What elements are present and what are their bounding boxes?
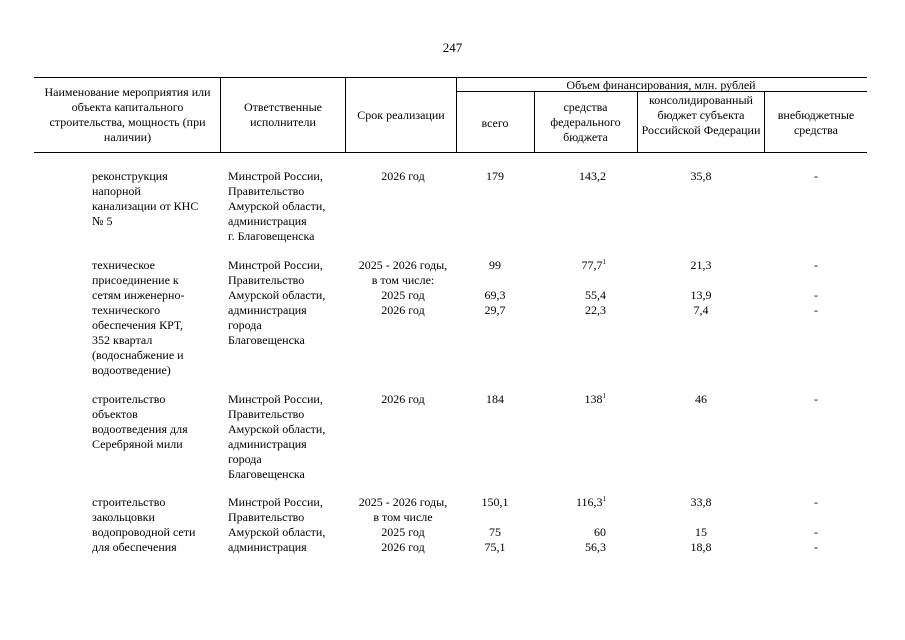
subrow-regional: 13,9 (690, 288, 712, 302)
row-extra: - (814, 392, 818, 406)
row-responsible: Минстрой России, Правительство Амурской области, администрация города Благовещенска (228, 392, 326, 481)
row-total: 179 (486, 169, 504, 183)
subrow-total: 75 (489, 525, 501, 539)
header-extra: внебюджетные средства (777, 108, 855, 137)
subrow-total: 69,3 (484, 288, 506, 302)
subrow-federal: 60 (594, 525, 606, 539)
header-funding: Объем финансирования, млн. рублей (566, 78, 756, 92)
row-extra: - (814, 169, 818, 183)
row-regional: 33,8 (690, 495, 712, 509)
subrow-federal: 56,3 (585, 540, 606, 554)
subrow-extra: - (814, 525, 818, 539)
subrow-regional: 15 (695, 525, 707, 539)
row-period: 2026 год (381, 169, 425, 183)
subrow-extra: - (814, 540, 818, 554)
row-federal: $138^1$ (584, 392, 606, 406)
header-total: всего (481, 116, 509, 130)
row-period: 2026 год (381, 392, 425, 406)
row-regional: 21,3 (690, 258, 712, 272)
footnote-mark: 1 (602, 392, 606, 400)
row-total: 99 (489, 258, 501, 272)
row-extra: - (814, 495, 818, 509)
subrow-extra: - (814, 288, 818, 302)
row-responsible: Минстрой России, Правительство Амурской области, администрация (228, 495, 326, 554)
header-responsible: Ответственные исполнители (244, 100, 322, 129)
subrow-period: 2026 год (381, 303, 425, 317)
row-federal: 116,3$^1$ (575, 495, 606, 509)
subrow-extra: - (814, 303, 818, 317)
footnote-mark: 1 (602, 258, 606, 266)
subrow-total: 29,7 (484, 303, 506, 317)
row-name: техническое присоединение к сетям инженерно- технического обеспечения КРТ, 352 квартал (водоснабжение и водоотведение) (92, 258, 185, 377)
footnote-mark: 1 (602, 495, 606, 503)
row-period: 2025 - 2026 годы, в том числе: (358, 258, 448, 287)
row-name: реконструкция напорной канализации от КНС № 5 (92, 169, 199, 228)
row-responsible: Минстрой России, Правительство Амурской области, администрация города Благовещенска (228, 258, 326, 347)
row-federal: 77,7$^1$ (581, 258, 606, 272)
subrow-period: 2025 год (381, 288, 425, 302)
header-period: Срок реализации (357, 108, 445, 122)
row-total: 184 (486, 392, 504, 406)
row-regional: 46 (695, 392, 707, 406)
row-name: строительство закольцовки водопроводной сети для обеспечения (92, 495, 196, 554)
page-number: 247 (442, 40, 463, 55)
row-name: строительство объектов водоотведения для Серебряной мили (92, 392, 188, 451)
subrow-period: 2025 год (381, 525, 425, 539)
header-federal: средства федерального бюджета (550, 100, 621, 144)
row-regional: 35,8 (690, 169, 712, 183)
subrow-federal: 55,4 (585, 288, 606, 302)
row-extra: - (814, 258, 818, 272)
row-responsible: Минстрой России, Правительство Амурской области, администрация г. Благовещенска (228, 169, 326, 243)
header-regional: консолидированный бюджет субъекта Российской Федерации (641, 93, 761, 137)
row-total: 150,1 (481, 495, 509, 509)
subrow-period: 2026 год (381, 540, 425, 554)
header-name: Наименование мероприятия или объекта капитального строительства, мощность (при наличии) (44, 85, 211, 144)
row-period: 2025 - 2026 годы, в том числе (358, 495, 448, 524)
subrow-regional: 7,4 (693, 303, 709, 317)
subrow-regional: 18,8 (690, 540, 712, 554)
subrow-total: 75,1 (484, 540, 506, 554)
subrow-federal: 22,3 (585, 303, 606, 317)
row-federal: 143,2 (579, 169, 606, 183)
